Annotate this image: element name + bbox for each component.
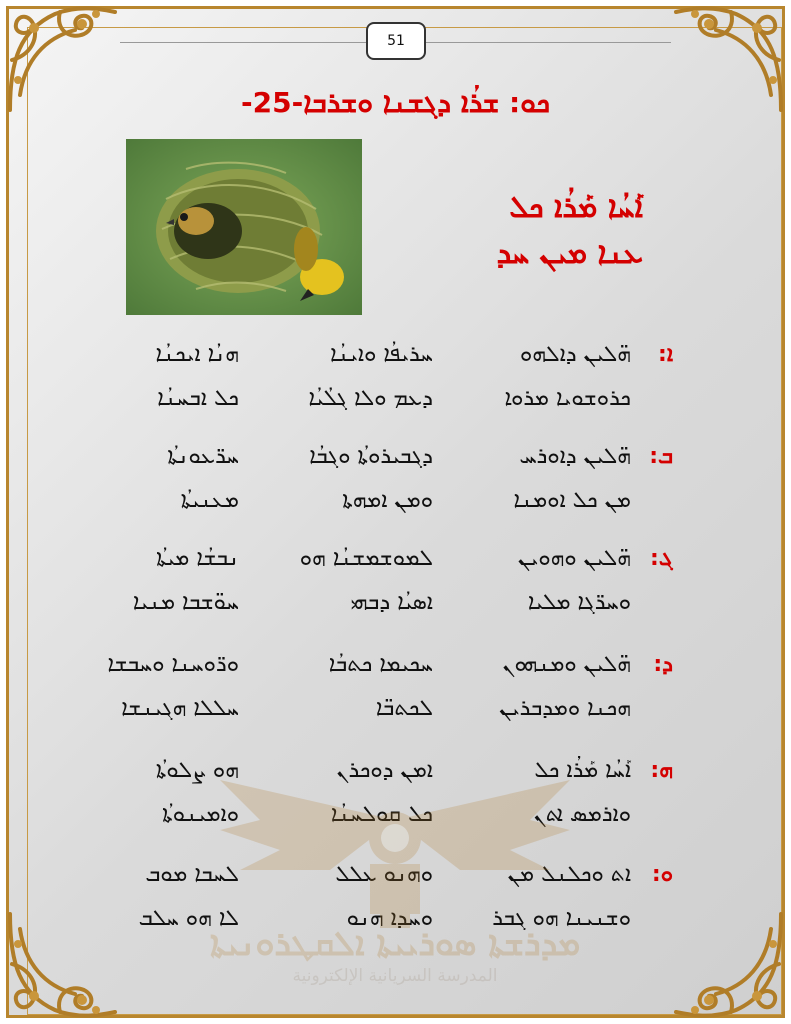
verse-cell: ܚܪܝܦܳܐ ܘܐܝܢܳܐ (330, 342, 433, 367)
verse-cell: ܗܟܢܐ ܘܡܕܒܪܝܢ (499, 696, 631, 721)
verse-cell: ܐܡܢ ܕܘܟܪܢ (336, 758, 433, 783)
stanza-marker: ܒ: (649, 444, 673, 469)
page-title: ܟܘ: ܫܪܳܐ ܕܓܫܢܐ ܘܫܪܒܐ-25- (241, 86, 550, 119)
bird-nest-photo (126, 139, 362, 315)
verse-cell: ܚܪ̈ܥܘܢܬܳܐ (167, 444, 239, 469)
stanza-marker: ܐ: (658, 342, 673, 367)
verse-cell: ܘܡܢ ܐܡܗܬܐ (342, 488, 433, 513)
stanza-marker: ܓ: (650, 546, 673, 571)
stanza (0, 652, 791, 742)
verse-cell: ܗ̈ܠܝܢ ܕܐܘܪܚ (519, 444, 631, 469)
verse-cell: ܗܢܳܐ ܐܝܟܢܳܐ (155, 342, 239, 367)
verse-cell: ܐܬ ܘܟܠܢܠ ܡܢ (507, 862, 631, 887)
verse-cell: ܠܡܘܫܡܫܢܳܐ ܗܘ (299, 546, 433, 571)
verse-cell: ܡܢ ܟܠ ܐܘܡܢܐ (513, 488, 631, 513)
stanza (0, 342, 791, 432)
verse-cell: ܟܠ ܐܒܚܢܳܐ (157, 386, 239, 411)
verse-cell: ܚܟܝܡܐ ܟܬܒܳܐ (328, 652, 433, 677)
verse-cell: ܕܥܡ ܘܠܐ ܓܠܳܝܳܐ (308, 386, 433, 411)
verse-cell: ܚܠܠܐ ܗܓܝܢܫܐ (121, 696, 239, 721)
verse-cell: ܘܗܢܘ ܥܠܠ (335, 862, 433, 887)
verse-cell: ܟܠ ܩܘܠܚܢܳܐ (330, 802, 433, 827)
verse-cell: ܟܪܘܫܘܝܐ ܡܪܘܐ (504, 386, 631, 411)
verse-cell: ܠܟܬܒ̈ܐ (375, 696, 433, 721)
page-number: 51 (366, 22, 426, 60)
subtitle-line-1: ܐܰܚܳܐ ܡܰܪܳܐ ܟܠ (509, 190, 643, 225)
stanza (0, 546, 791, 636)
stanza-marker: ܕ: (653, 652, 673, 677)
verse-cell: ܕܓܒܝܪܘܬܳܐ ܘܓܒܳܐ (309, 444, 433, 469)
verse-cell: ܘܐܪܡܣ ܐܬܢ (533, 802, 631, 827)
verse-cell: ܘܐܡܝܢܘܬܳܐ (162, 802, 239, 827)
verse-cell: ܚܘ̈ܫܒܐ ܡܢܝܐ (132, 590, 239, 615)
verse-cell: ܘܚܪ̈ܓܐ ܡܠܝܐ (527, 590, 631, 615)
verse-cell: ܡܥܢܝܬܳܐ (180, 488, 239, 513)
stanza (0, 758, 791, 848)
corner-ornament-icon (671, 0, 791, 120)
verse-cell: ܘܫܢܝܢܐ ܗܘ ܓܒܪ (492, 906, 631, 931)
verse-cell: ܠܐ ܗܘ ܚܠܒ (138, 906, 239, 931)
subtitle-line-2: ܥܢܐ ܡܝܢ ܚܕ (496, 236, 643, 271)
stanza (0, 444, 791, 534)
verse-cell: ܘܚܕܐ ܗܢܘ (346, 906, 433, 931)
verse-cell: ܗ̈ܠܝܢ ܘܡܢܗܘܢ (502, 652, 631, 677)
stanza-marker: ܗ: (650, 758, 673, 783)
watermark-syriac: ܡܕܪܫܬܐ ܣܘܪܝܝܬܐ ܐܠܩܛܪܘܢܝܬܐ (209, 924, 581, 964)
verse-cell: ܐܣܝܳܐ ܕܒܗܝ (350, 590, 433, 615)
stanza (0, 862, 791, 952)
watermark-arabic: المدرسة السريانية الإلكترونية (292, 966, 498, 986)
stanza-marker: ܘ: (651, 862, 673, 887)
verse-cell: ܐܰܚܳܐ ܡܰܪܳܐ ܟܠ (534, 758, 631, 783)
corner-ornament-icon (0, 0, 120, 120)
verse-cell: ܠܚܒܐ ܡܘܒ (145, 862, 239, 887)
verse-cell: ܗܘ ܨܠܘܬܳܐ (155, 758, 239, 783)
verse-cell: ܘܪ̈ܘܚܢܐ ܘܚܒܫܐ (107, 652, 239, 677)
verse-cell: ܗ̈ܠܝܢ ܘܗܘܝܢ (517, 546, 631, 571)
verse-cell: ܗ̈ܠܝܢ ܕܐܠܗܘ (520, 342, 631, 367)
verse-cell: ܢܒܫܳܐ ܡܝܬܳܐ (156, 546, 239, 571)
